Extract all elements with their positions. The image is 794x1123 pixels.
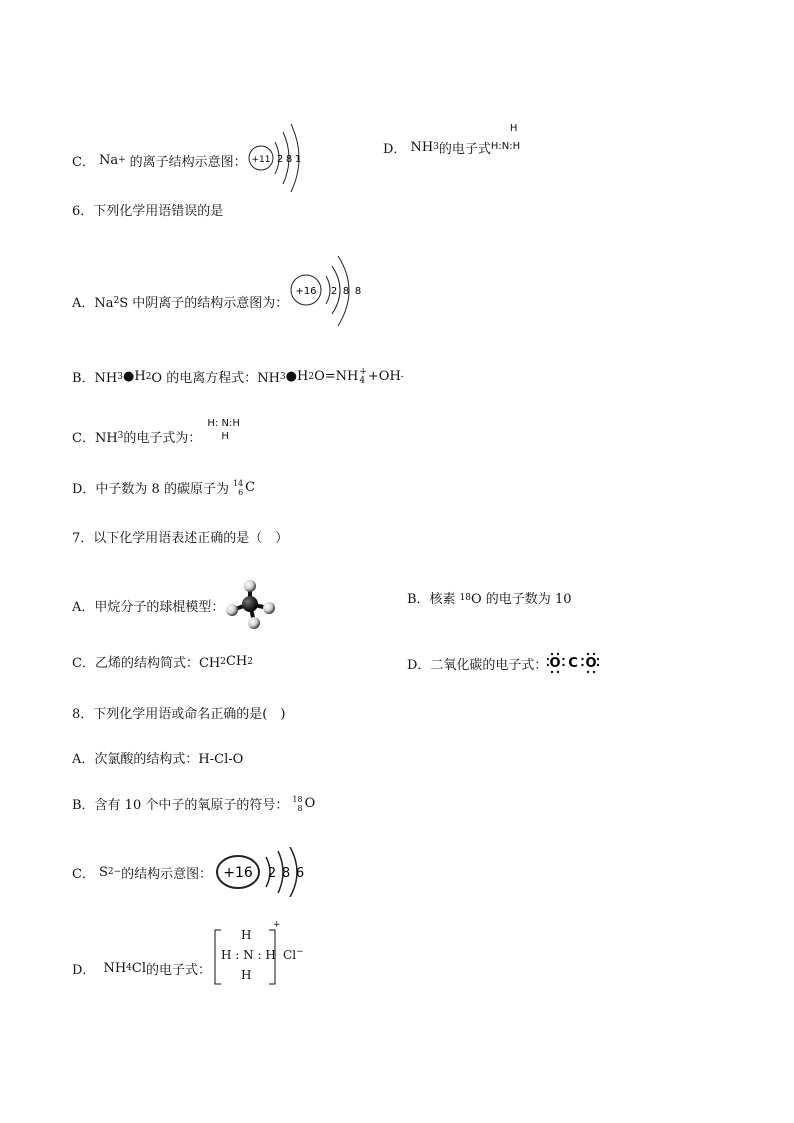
option-text: B．NH (72, 371, 118, 386)
shell-electrons-3: 6 (296, 866, 305, 881)
nucleus-charge: +16 (295, 286, 317, 297)
q7-option-c: C．乙烯的结构简式：CH 2 CH 2 (72, 654, 253, 671)
q5-option-d: D． NH 3 的电子式 H H:N:H (383, 131, 539, 163)
element-symbol: C (245, 480, 256, 495)
shell-electrons-2: 8 (282, 866, 291, 881)
ed-bottom: H (241, 968, 252, 982)
option-text: D．二氧化碳的电子式： (407, 657, 548, 673)
shell-electrons-3: 8 (355, 286, 362, 297)
shell-electrons-2: 8 (285, 154, 292, 165)
q8-stem (72, 703, 285, 722)
isotope-numbers (292, 795, 302, 813)
question-stem: 7．以下化学用语表述正确的是（ ） (72, 531, 289, 546)
shell-electrons-1: 2 (276, 154, 283, 165)
q5-option-c: C． Na + 的离子结构示意图： +11 2 8 1 (72, 126, 317, 194)
ion-symbol: Na (98, 152, 119, 168)
shell-electrons-3: 1 (294, 154, 301, 165)
q8-option-d: D． NH 4 Cl 的电子式： H H : N : H H + Cl− (72, 928, 303, 986)
subscript: 4 (359, 375, 366, 386)
option-text: 的电子式 (438, 141, 491, 157)
nucleus-charge: +16 (223, 865, 253, 881)
ed-top: H (241, 928, 252, 942)
hydrogen-atom (226, 604, 238, 616)
option-text: D．中子数为 8 的碳原子为 (72, 482, 229, 497)
s-ion-structure-diagram (290, 256, 370, 346)
formula: NH (103, 960, 127, 976)
na-ion-structure-diagram (247, 122, 317, 194)
shell-electrons-2: 8 (343, 286, 350, 297)
isotope-numbers (233, 479, 243, 497)
option-text: A．次氯酸的结构式：H-Cl-O (72, 752, 244, 767)
option-label: C． (72, 866, 95, 882)
nucleus-charge: +11 (251, 155, 271, 165)
q7-stem (72, 527, 288, 546)
option-text: 的结构示意图： (121, 866, 213, 882)
svg-text:O: O (585, 656, 597, 671)
nh3-electron-formula (490, 123, 539, 163)
q6-option-c: C．NH 3 的电子式为： H: N:H H (72, 422, 257, 450)
q8-option-c: C． S 2− 的结构示意图： +16 2 8 6 (72, 847, 316, 897)
option-text: O 的电子数为 10 (471, 592, 572, 607)
option-text: ●H (123, 369, 146, 384)
hydrogen-atom (248, 617, 260, 629)
element-symbol: O (304, 796, 316, 811)
nh3-electron-formula (207, 418, 257, 450)
anion-charge: − (296, 947, 304, 957)
q8-option-a (72, 748, 243, 767)
option-text: A．Na (72, 295, 114, 311)
mass-number: 18 (292, 794, 303, 804)
q7-option-d (407, 652, 599, 674)
question-stem: 8．下列化学用语或命名正确的是( ) (72, 707, 286, 722)
ed-middle: H : N : H (221, 948, 276, 962)
option-label: C． (72, 154, 95, 170)
option-text: A．甲烷分子的球棍模型： (72, 599, 225, 615)
q8-option-b (72, 794, 315, 813)
svg-text:O: O (549, 656, 561, 671)
option-text: ●H (285, 369, 309, 384)
option-label: D． (383, 141, 407, 157)
option-text: 的离子结构示意图： (129, 154, 247, 170)
mass-number: 14 (232, 478, 244, 488)
svg-text:C: C (568, 656, 579, 671)
shell-electrons-1: 2 (331, 286, 338, 297)
ion-symbol: S (98, 864, 108, 880)
anion-symbol: Cl (283, 948, 297, 962)
chloride-ion (283, 948, 304, 962)
q7-option-b: B．核素 18 O 的电子数为 10 (407, 588, 571, 607)
q7-option-a (72, 580, 280, 630)
option-text: B．含有 10 个中子的氧原子的符号： (72, 798, 289, 813)
option-text: C．乙烯的结构简式：CH (72, 656, 221, 671)
q6-option-a: A．Na 2 S 中阴离子的结构示意图为： +16 2 8 8 (72, 256, 370, 346)
option-label: D． (72, 962, 96, 978)
option-text: +OH (367, 369, 401, 384)
atomic-number: 6 (238, 487, 244, 497)
option-text: S 中阴离子的结构示意图为： (119, 295, 289, 311)
option-text: O 的电离方程式：NH (151, 371, 280, 386)
ed-middle: H:N:H (490, 141, 521, 152)
option-text: 的电子式为： (123, 430, 202, 446)
ed-bottom: H (221, 431, 229, 442)
shell-electrons-1: 2 (268, 866, 277, 881)
option-text: 的电子式： (146, 962, 212, 978)
option-text: CH (225, 654, 248, 669)
hydrogen-atom (244, 580, 256, 592)
option-text: O=NH (314, 369, 359, 384)
atomic-number: 8 (297, 803, 303, 813)
ed-middle: H: N:H (207, 418, 240, 429)
nh4cl-electron-formula: H H : N : H H + Cl− (213, 928, 303, 986)
question-stem: 6．下列化学用语错误的是 (72, 204, 224, 219)
methane-ball-stick-model (224, 580, 280, 630)
option-text: B．核素 (407, 592, 456, 607)
superscript: + (359, 366, 367, 377)
carbon-atom (242, 596, 258, 612)
hydrogen-atom (263, 602, 275, 614)
co2-electron-formula (547, 652, 599, 674)
q6-option-b: B．NH 3 ●H 2 O 的电离方程式：NH 3 ●H 2 O=NH + 4 +OH - (72, 366, 404, 386)
ammonium-charge-and-count (359, 368, 367, 386)
s2-ion-structure-diagram (216, 847, 316, 897)
ed-top: H (509, 123, 518, 134)
q6-stem (72, 200, 223, 219)
option-text: C．NH (72, 430, 118, 446)
formula: NH (410, 139, 434, 155)
q6-option-d (72, 478, 255, 497)
formula: Cl (131, 960, 146, 976)
